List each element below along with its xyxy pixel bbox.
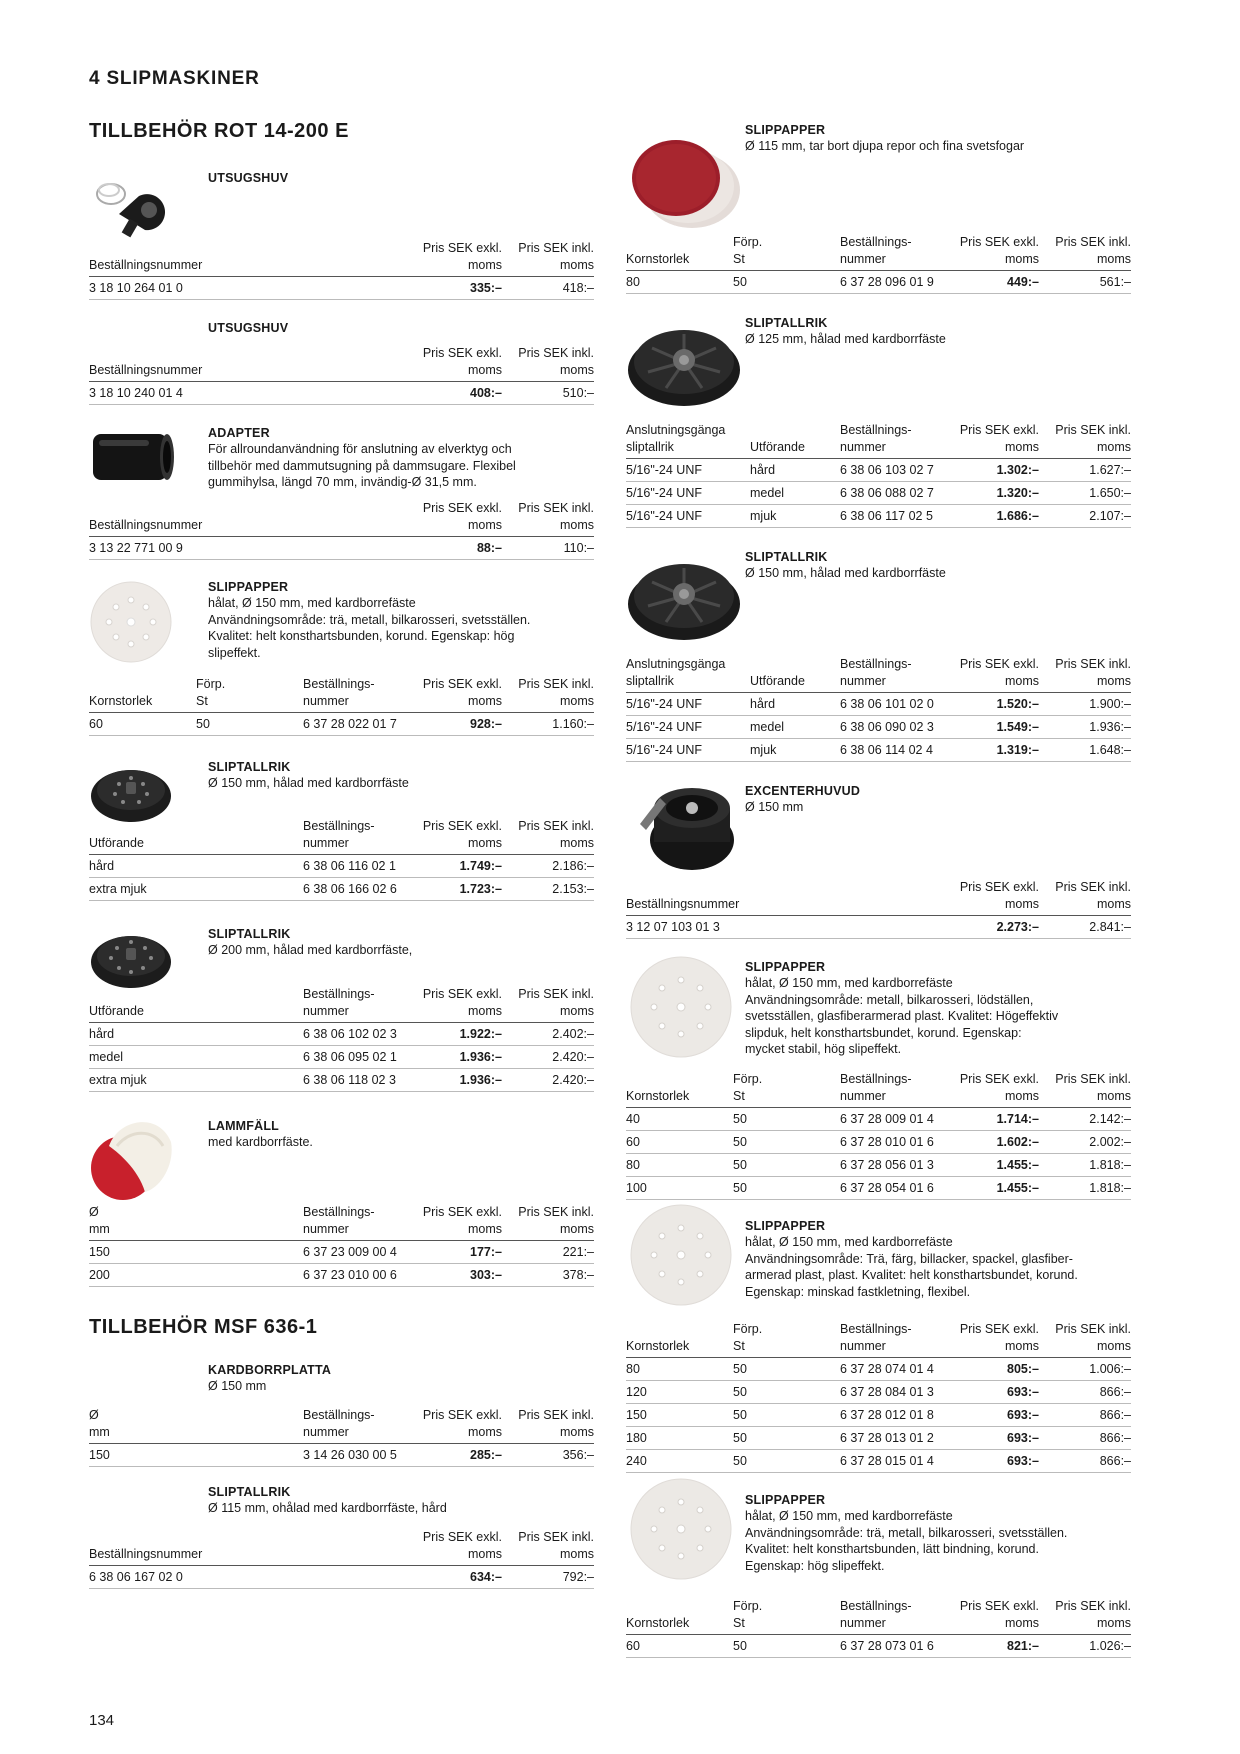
table-cell: 6 37 28 074 01 4 [840,1358,946,1381]
col-header: Pris SEK exkl. moms [409,986,502,1023]
table-cell: 50 [733,1427,840,1450]
table-cell: 2.153:– [502,878,594,901]
product-title: SLIPPAPPER [745,960,826,974]
table-row [89,537,594,560]
table-cell: 6 38 06 166 02 6 [303,878,409,901]
product-table [89,676,594,736]
col-header: Beställnings- nummer [840,234,946,271]
table-cell: 50 [196,713,303,736]
extraction-hood-image [89,168,169,240]
table-cell: extra mjuk [89,1069,303,1092]
table-row [626,1108,1131,1131]
table-cell: 2.142:– [1039,1108,1131,1131]
table-cell: 50 [733,1108,840,1131]
table-cell: 3 12 07 103 01 3 [626,916,946,939]
table-cell: 6 38 06 088 02 7 [840,482,946,505]
table-cell: medel [750,716,840,739]
product-description: Ø 150 mm, hålad med kardborrfäste [208,776,409,790]
section-heading-rot: TILLBEHÖR ROT 14-200 E [89,120,349,142]
table-cell: hård [89,855,303,878]
table-cell: 1.520:– [946,693,1039,716]
col-header: Pris SEK exkl. moms [946,234,1039,271]
col-header: Pris SEK inkl. moms [502,345,594,382]
table-cell: 693:– [946,1381,1039,1404]
product-title: UTSUGSHUV [208,321,289,335]
table-cell: 2.186:– [502,855,594,878]
product-table [626,879,1131,939]
table-cell: 6 38 06 101 02 0 [840,693,946,716]
table-cell: 3 14 26 030 00 5 [303,1444,409,1467]
table-cell: 3 18 10 240 01 4 [89,382,409,405]
col-header: Beställnings- nummer [303,1204,409,1241]
table-cell: 2.273:– [946,916,1039,939]
table-cell: 6 38 06 102 02 3 [303,1023,409,1046]
chapter-heading: 4 SLIPMASKINER [89,68,260,89]
table-cell: 6 37 28 073 01 6 [840,1635,946,1658]
table-cell: 50 [733,1635,840,1658]
sanding-paper-light-image [626,1474,736,1584]
table-cell: 40 [626,1108,733,1131]
product-description: hålat, Ø 150 mm, med kardborrefäste Användningsområde: trä, metall, bilkarosseri, svetsställen. Kvalitet: helt konsthartsbunden, lätt bindning, korund. Egenskap: hög slipeffekt. [745,1509,1068,1573]
col-header: Utförande [89,818,303,855]
col-header: Pris SEK inkl. moms [502,1407,594,1444]
product-table [89,240,594,300]
table-cell: 693:– [946,1404,1039,1427]
col-header: Pris SEK exkl. moms [946,1598,1039,1635]
col-header: Beställningsnummer [89,345,409,382]
col-header: Förp. St [196,676,303,713]
table-cell: 1.818:– [1039,1177,1131,1200]
lambskin-pad-image [89,1112,175,1204]
table-row [89,1241,594,1264]
product-title: SLIPPAPPER [745,123,826,137]
col-header: Pris SEK exkl. moms [946,1071,1039,1108]
col-header: Kornstorlek [626,1598,733,1635]
col-header: Pris SEK exkl. moms [409,1407,502,1444]
table-row [89,1444,594,1467]
product-description: Ø 115 mm, tar bort djupa repor och fina svetsfogar [745,139,1025,153]
col-header: Pris SEK inkl. moms [1039,656,1131,693]
table-cell: 1.320:– [946,482,1039,505]
table-cell: 50 [733,1404,840,1427]
table-cell: 408:– [409,382,502,405]
table-cell: 180 [626,1427,733,1450]
table-row [89,1046,594,1069]
table-cell: hård [750,693,840,716]
col-header: Beställningsnummer [89,500,409,537]
table-cell: medel [750,482,840,505]
table-cell: 6 37 28 054 01 6 [840,1177,946,1200]
table-cell: 866:– [1039,1450,1131,1473]
col-header: Kornstorlek [626,1321,733,1358]
product-table [89,818,594,901]
col-header: Pris SEK inkl. moms [502,1204,594,1241]
table-cell: 805:– [946,1358,1039,1381]
col-header: Pris SEK inkl. moms [502,818,594,855]
col-header: Pris SEK exkl. moms [409,345,502,382]
table-cell: 6 38 06 117 02 5 [840,505,946,528]
section-heading-msf: TILLBEHÖR MSF 636-1 [89,1316,318,1338]
col-header: Pris SEK exkl. moms [946,879,1039,916]
table-cell: 50 [733,1154,840,1177]
product-title: SLIPTALLRIK [208,927,291,941]
table-row [626,716,1131,739]
adapter-image [89,428,175,486]
product-table [626,234,1131,294]
col-header: Pris SEK exkl. moms [409,818,502,855]
table-cell: 177:– [409,1241,502,1264]
table-cell: 792:– [502,1566,594,1589]
product-table [89,345,594,405]
product-description: Ø 150 mm [745,800,804,814]
table-cell: 6 38 06 114 02 4 [840,739,946,762]
table-cell: 100 [626,1177,733,1200]
table-cell: 866:– [1039,1381,1131,1404]
table-cell: 240 [626,1450,733,1473]
product-title: KARDBORRPLATTA [208,1363,332,1377]
table-cell: hård [89,1023,303,1046]
product-table [89,1407,594,1467]
product-title: EXCENTERHUVUD [745,784,861,798]
table-cell: 6 38 06 103 02 7 [840,459,946,482]
col-header: Ø mm [89,1407,303,1444]
sanding-paper-115-image [626,128,744,232]
table-row [626,459,1131,482]
col-header: Ø mm [89,1204,303,1241]
table-cell: 5/16"-24 UNF [626,505,750,528]
product-description: hålat, Ø 150 mm, med kardborrefäste Användningsområde: Trä, färg, billacker, spackel, glasfiber- armerad plast, plast. Kvalitet: helt konsthartsbundet, korund. Egenskap: minskad fastkletning, flexibel. [745,1235,1078,1299]
table-cell: 6 37 28 012 01 8 [840,1404,946,1427]
table-cell: 1.549:– [946,716,1039,739]
table-row [626,1131,1131,1154]
col-header: Pris SEK inkl. moms [1039,234,1131,271]
col-header: Beställnings- nummer [303,1407,409,1444]
col-header: Pris SEK exkl. moms [409,676,502,713]
col-header: Pris SEK inkl. moms [502,1529,594,1566]
eccentric-head-image [626,778,744,878]
table-cell: medel [89,1046,303,1069]
table-cell: 50 [733,1450,840,1473]
product-title: SLIPTALLRIK [745,550,828,564]
col-header: Beställningsnummer [89,240,409,277]
table-cell: 418:– [502,277,594,300]
table-cell: 1.723:– [409,878,502,901]
product-description: Ø 115 mm, ohålad med kardborrfäste, hård [208,1501,447,1515]
table-cell: 6 37 28 009 01 4 [840,1108,946,1131]
col-header: Kornstorlek [626,1071,733,1108]
table-row [89,1069,594,1092]
col-header: Pris SEK inkl. moms [1039,422,1131,459]
table-cell: 88:– [409,537,502,560]
table-cell: 1.714:– [946,1108,1039,1131]
backing-pad-125-image [626,316,744,408]
table-cell: 2.420:– [502,1069,594,1092]
table-cell: 50 [733,1131,840,1154]
table-cell: 2.420:– [502,1046,594,1069]
table-cell: hård [750,459,840,482]
table-row [626,739,1131,762]
col-header: Pris SEK exkl. moms [409,1204,502,1241]
table-cell: 1.936:– [409,1069,502,1092]
table-cell: 221:– [502,1241,594,1264]
table-cell: 866:– [1039,1404,1131,1427]
col-header: Förp. St [733,234,840,271]
table-cell: 6 38 06 090 02 3 [840,716,946,739]
table-cell: 6 37 28 022 01 7 [303,713,409,736]
table-cell: 1.936:– [1039,716,1131,739]
product-title: SLIPPAPPER [208,580,289,594]
table-row [89,382,594,405]
table-row [626,693,1131,716]
page-number: 134 [89,1712,115,1729]
table-cell: 6 37 23 010 00 6 [303,1264,409,1287]
col-header: Pris SEK exkl. moms [946,422,1039,459]
product-table [89,1204,594,1287]
product-title: LAMMFÄLL [208,1119,280,1133]
table-cell: 6 38 06 167 02 0 [89,1566,409,1589]
table-cell: 6 38 06 095 02 1 [303,1046,409,1069]
table-cell: 1.686:– [946,505,1039,528]
sanding-paper-metal-image [626,952,736,1062]
product-title: SLIPPAPPER [745,1493,826,1507]
table-cell: 1.006:– [1039,1358,1131,1381]
product-description: Ø 125 mm, hålad med kardborrfäste [745,332,946,346]
col-header: Utförande [89,986,303,1023]
table-cell: 1.319:– [946,739,1039,762]
table-cell: 60 [89,713,196,736]
col-header: Utförande [750,656,840,693]
table-cell: 6 37 28 013 01 2 [840,1427,946,1450]
table-cell: 510:– [502,382,594,405]
table-cell: 80 [626,1358,733,1381]
table-cell: 1.648:– [1039,739,1131,762]
backing-pad-200-image [89,922,173,992]
table-cell: 1.749:– [409,855,502,878]
col-header: Beställnings- nummer [303,986,409,1023]
table-cell: 303:– [409,1264,502,1287]
table-cell: 335:– [409,277,502,300]
col-header: Pris SEK inkl. moms [1039,879,1131,916]
table-cell: 5/16"-24 UNF [626,693,750,716]
sanding-paper-150-image [89,580,173,664]
table-row [626,482,1131,505]
product-title: SLIPTALLRIK [745,316,828,330]
col-header: Beställnings- nummer [303,818,409,855]
table-cell: 5/16"-24 UNF [626,739,750,762]
product-description: med kardborrfäste. [208,1135,313,1149]
col-header: Pris SEK exkl. moms [409,240,502,277]
col-header: Pris SEK inkl. moms [1039,1071,1131,1108]
table-row [89,1566,594,1589]
table-row [626,271,1131,294]
table-cell: 50 [733,1358,840,1381]
backing-pad-150-right-image [626,548,744,642]
table-row [89,878,594,901]
col-header: Pris SEK exkl. moms [409,500,502,537]
table-row [626,1358,1131,1381]
table-cell: 2.002:– [1039,1131,1131,1154]
table-cell: 150 [89,1444,303,1467]
backing-pad-150-image [89,756,173,826]
table-cell: 50 [733,1177,840,1200]
col-header: Pris SEK inkl. moms [1039,1598,1131,1635]
table-cell: 2.402:– [502,1023,594,1046]
col-header: Beställnings- nummer [840,422,946,459]
product-table [89,500,594,560]
table-cell: mjuk [750,739,840,762]
table-cell: 6 37 23 009 00 4 [303,1241,409,1264]
table-cell: 5/16"-24 UNF [626,459,750,482]
col-header: Anslutningsgänga sliptallrik [626,656,750,693]
table-cell: 1.455:– [946,1177,1039,1200]
table-cell: 693:– [946,1427,1039,1450]
col-header: Beställnings- nummer [303,676,409,713]
table-row [626,916,1131,939]
table-cell: 1.160:– [502,713,594,736]
product-description: hålat, Ø 150 mm, med kardborrefäste Användningsområde: trä, metall, bilkarosseri, svetsställen. Kvalitet: helt konsthartsbunden, korund. Egenskap: hög slipeffekt. [208,596,531,660]
table-cell: 1.602:– [946,1131,1039,1154]
table-row [626,1177,1131,1200]
table-cell: 150 [89,1241,303,1264]
product-title: ADAPTER [208,426,270,440]
table-row [626,1450,1131,1473]
col-header: Pris SEK inkl. moms [1039,1321,1131,1358]
col-header: Pris SEK inkl. moms [502,240,594,277]
table-cell: 6 37 28 084 01 3 [840,1381,946,1404]
col-header: Pris SEK inkl. moms [502,676,594,713]
col-header: Beställningsnummer [626,879,946,916]
table-row [626,1635,1131,1658]
table-cell: 1.026:– [1039,1635,1131,1658]
table-cell: 928:– [409,713,502,736]
product-description: Ø 150 mm, hålad med kardborrfäste [745,566,946,580]
table-cell: 866:– [1039,1427,1131,1450]
table-cell: 5/16"-24 UNF [626,716,750,739]
sanding-paper-wood-image [626,1200,736,1310]
table-cell: 2.107:– [1039,505,1131,528]
col-header: Utförande [750,422,840,459]
product-table [626,1598,1131,1658]
table-cell: extra mjuk [89,878,303,901]
table-cell: 561:– [1039,271,1131,294]
table-row [626,1404,1131,1427]
product-title: UTSUGSHUV [208,171,289,185]
table-cell: 50 [733,1381,840,1404]
col-header: Kornstorlek [626,234,733,271]
product-table [89,1529,594,1589]
table-row [89,277,594,300]
col-header: Beställningsnummer [89,1529,409,1566]
product-table [626,1321,1131,1473]
col-header: Beställnings- nummer [840,656,946,693]
col-header: Beställnings- nummer [840,1598,946,1635]
col-header: Pris SEK exkl. moms [946,1321,1039,1358]
table-cell: 634:– [409,1566,502,1589]
table-cell: 200 [89,1264,303,1287]
table-row [626,1381,1131,1404]
table-cell: 6 37 28 096 01 9 [840,271,946,294]
table-cell: 1.455:– [946,1154,1039,1177]
table-cell: 1.936:– [409,1046,502,1069]
table-cell: 50 [733,271,840,294]
product-description: hålat, Ø 150 mm, med kardborrefäste Användningsområde: metall, bilkarosseri, lödställen, svetsställen, glasfiberarmerad plast. Kvalitet: Högeffektiv slipduk, helt konsthartsbundet, korund. Egenskap: mycket stabil, hög slipeffekt. [745,976,1059,1056]
table-cell: 6 38 06 118 02 3 [303,1069,409,1092]
col-header: Anslutningsgänga sliptallrik [626,422,750,459]
table-cell: 285:– [409,1444,502,1467]
table-cell: 6 37 28 010 01 6 [840,1131,946,1154]
table-row [89,855,594,878]
table-cell: 120 [626,1381,733,1404]
table-cell: 1.900:– [1039,693,1131,716]
table-row [89,1023,594,1046]
col-header: Förp. St [733,1071,840,1108]
table-row [626,1427,1131,1450]
table-cell: 449:– [946,271,1039,294]
table-cell: 80 [626,1154,733,1177]
col-header: Förp. St [733,1321,840,1358]
table-cell: 821:– [946,1635,1039,1658]
table-row [89,1264,594,1287]
table-cell: 80 [626,271,733,294]
col-header: Beställnings- nummer [840,1071,946,1108]
table-cell: 1.627:– [1039,459,1131,482]
col-header: Kornstorlek [89,676,196,713]
table-cell: 60 [626,1131,733,1154]
col-header: Pris SEK exkl. moms [946,656,1039,693]
product-description: Ø 200 mm, hålad med kardborrfäste, [208,943,413,957]
product-description: Ø 150 mm [208,1379,267,1393]
product-description: För allroundanvändning för anslutning av elverktyg och tillbehör med dammutsugning på dammsugare. Flexibel gummihylsa, längd 70 mm, invändig-Ø 31,5 mm. [208,442,516,489]
table-cell: 1.922:– [409,1023,502,1046]
product-table [626,1071,1131,1200]
table-cell: 150 [626,1404,733,1427]
table-cell: 693:– [946,1450,1039,1473]
table-cell: 2.841:– [1039,916,1131,939]
table-row [626,505,1131,528]
table-cell: 378:– [502,1264,594,1287]
table-row [626,1154,1131,1177]
table-cell: 60 [626,1635,733,1658]
table-row [89,713,594,736]
table-cell: 356:– [502,1444,594,1467]
col-header: Förp. St [733,1598,840,1635]
table-cell: 1.302:– [946,459,1039,482]
col-header: Pris SEK inkl. moms [502,986,594,1023]
table-cell: 1.650:– [1039,482,1131,505]
product-table [89,986,594,1092]
table-cell: mjuk [750,505,840,528]
product-table [626,422,1131,528]
product-title: SLIPTALLRIK [208,1485,291,1499]
col-header: Pris SEK exkl. moms [409,1529,502,1566]
col-header: Pris SEK inkl. moms [502,500,594,537]
table-cell: 5/16"-24 UNF [626,482,750,505]
table-cell: 1.818:– [1039,1154,1131,1177]
table-cell: 3 13 22 771 00 9 [89,537,409,560]
table-cell: 6 38 06 116 02 1 [303,855,409,878]
table-cell: 6 37 28 056 01 3 [840,1154,946,1177]
table-cell: 6 37 28 015 01 4 [840,1450,946,1473]
product-title: SLIPPAPPER [745,1219,826,1233]
product-title: SLIPTALLRIK [208,760,291,774]
col-header: Beställnings- nummer [840,1321,946,1358]
table-cell: 110:– [502,537,594,560]
product-table [626,656,1131,762]
table-cell: 3 18 10 264 01 0 [89,277,409,300]
